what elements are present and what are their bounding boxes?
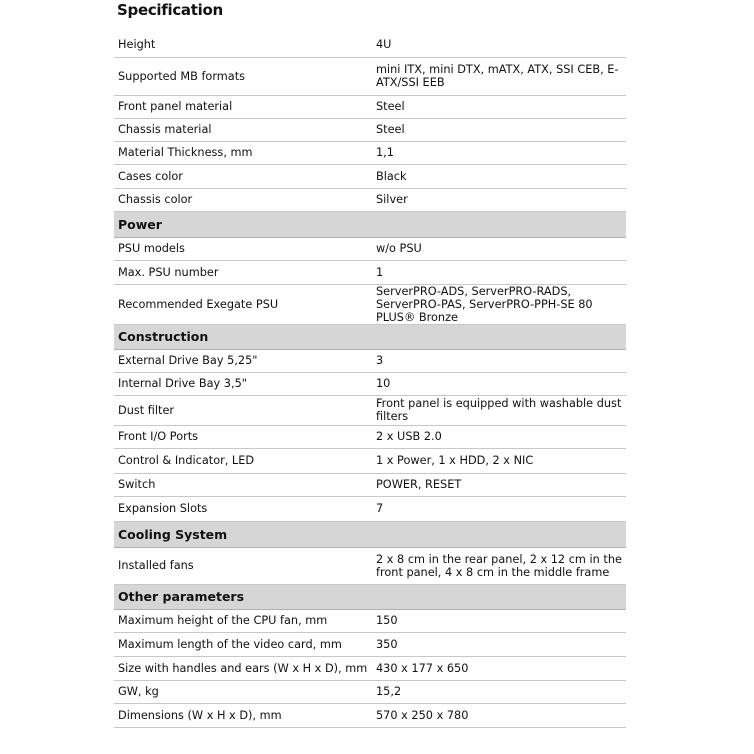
section-header-row: [114, 324, 626, 349]
spec-label: Dimensions (W x H x D), mm: [114, 703, 372, 727]
spec-value: mini ITX, mini DTX, mATX, ATX, SSI CEB, E-ATX/SSI EEB: [372, 57, 626, 95]
spec-value: 350: [372, 632, 626, 656]
spec-value: Front panel is equipped with washable dust filters: [372, 395, 626, 425]
spec-row: [114, 260, 626, 284]
spec-value: 2 x USB 2.0: [372, 425, 626, 448]
spec-value: POWER, RESET: [372, 473, 626, 496]
spec-label: Expansion Slots: [114, 496, 372, 521]
spec-label: Control & Indicator, LED: [114, 448, 372, 473]
spec-value: Black: [372, 164, 626, 188]
spec-value: Silver: [372, 188, 626, 211]
spec-value: 4U: [372, 33, 626, 57]
spec-value: 430 x 177 x 650: [372, 656, 626, 680]
spec-row: [114, 473, 626, 496]
spec-label: Max. PSU number: [114, 260, 372, 284]
spec-label: Recommended Exegate PSU: [114, 284, 372, 324]
spec-label: PSU models: [114, 237, 372, 260]
spec-value: 1 x Power, 1 x HDD, 2 x NIC: [372, 448, 626, 473]
spec-value: 3: [372, 349, 626, 372]
spec-row: [114, 609, 626, 632]
spec-value: 150: [372, 609, 626, 632]
spec-label: Cases color: [114, 164, 372, 188]
spec-label: Chassis color: [114, 188, 372, 211]
spec-label: Chassis material: [114, 118, 372, 141]
section-title: Construction: [114, 324, 626, 349]
spec-row: [114, 372, 626, 395]
spec-label: Installed fans: [114, 547, 372, 584]
spec-value: Steel: [372, 118, 626, 141]
spec-value: 1: [372, 260, 626, 284]
section-title: Cooling System: [114, 521, 626, 547]
specification-table: [114, 33, 626, 728]
section-title: Power: [114, 211, 626, 237]
spec-row: [114, 188, 626, 211]
spec-value: 15,2: [372, 680, 626, 703]
spec-row: [114, 349, 626, 372]
section-header-row: [114, 211, 626, 237]
spec-label: Height: [114, 33, 372, 57]
spec-row: [114, 57, 626, 95]
spec-row: [114, 425, 626, 448]
spec-label: Material Thickness, mm: [114, 141, 372, 164]
spec-label: Supported MB formats: [114, 57, 372, 95]
spec-row: [114, 164, 626, 188]
spec-value: Steel: [372, 95, 626, 118]
spec-label: External Drive Bay 5,25": [114, 349, 372, 372]
spec-value: 10: [372, 372, 626, 395]
spec-row: [114, 496, 626, 521]
spec-row: [114, 656, 626, 680]
specification-table-body: [114, 33, 626, 727]
spec-label: Dust filter: [114, 395, 372, 425]
spec-row: [114, 141, 626, 164]
section-header-row: [114, 521, 626, 547]
spec-label: Maximum length of the video card, mm: [114, 632, 372, 656]
spec-row: [114, 703, 626, 727]
spec-row: [114, 395, 626, 425]
spec-row: [114, 632, 626, 656]
spec-row: [114, 95, 626, 118]
spec-label: Front panel material: [114, 95, 372, 118]
spec-row: [114, 118, 626, 141]
spec-label: Internal Drive Bay 3,5": [114, 372, 372, 395]
spec-value: 1,1: [372, 141, 626, 164]
spec-row: [114, 33, 626, 57]
spec-label: Maximum height of the CPU fan, mm: [114, 609, 372, 632]
spec-label: Size with handles and ears (W x H x D), mm: [114, 656, 372, 680]
spec-row: [114, 237, 626, 260]
spec-value: 2 x 8 cm in the rear panel, 2 x 12 cm in the front panel, 4 x 8 cm in the middle frame: [372, 547, 626, 584]
section-title: Other parameters: [114, 584, 626, 609]
spec-row: [114, 284, 626, 324]
spec-label: Switch: [114, 473, 372, 496]
spec-value: ServerPRO-ADS, ServerPRO-RADS, ServerPRO-PAS, ServerPRO-PPH-SE 80 PLUS® Bronze: [372, 284, 626, 324]
spec-value: w/o PSU: [372, 237, 626, 260]
page-title: Specification: [117, 1, 223, 19]
spec-label: Front I/O Ports: [114, 425, 372, 448]
section-header-row: [114, 584, 626, 609]
spec-row: [114, 547, 626, 584]
spec-row: [114, 448, 626, 473]
spec-value: 570 x 250 x 780: [372, 703, 626, 727]
spec-row: [114, 680, 626, 703]
spec-label: GW, kg: [114, 680, 372, 703]
spec-value: 7: [372, 496, 626, 521]
